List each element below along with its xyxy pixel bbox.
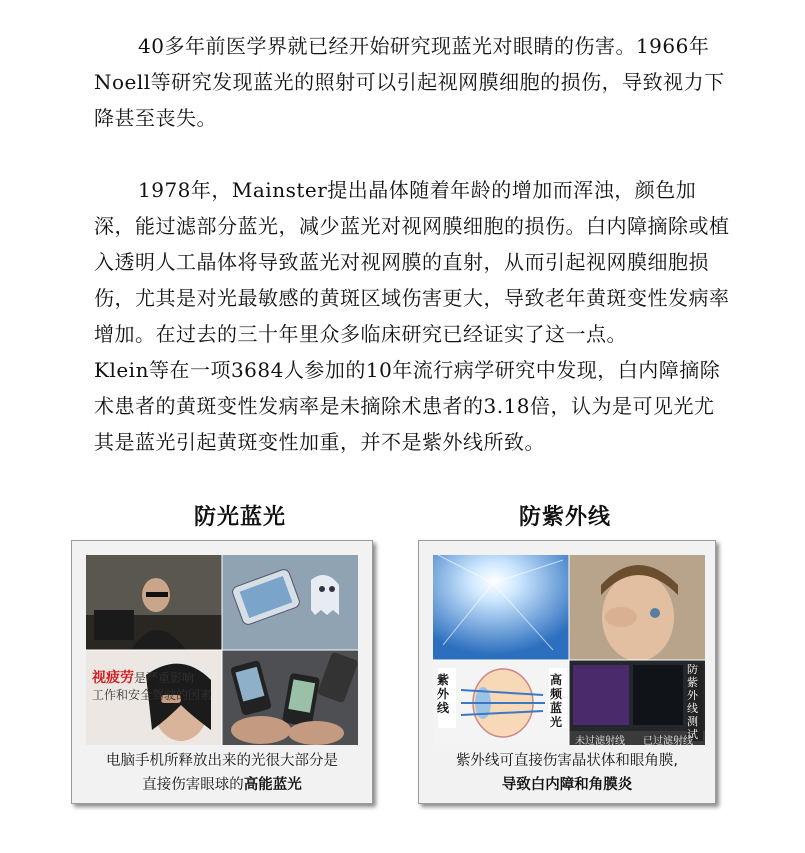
- heading-anti-uv: 防紫外线: [518, 505, 611, 530]
- caption-blue-light: [78, 749, 366, 797]
- eye-fatigue-label-rest: 是严重影响: [134, 671, 195, 685]
- unfiltered-label: 未过滤射线: [575, 736, 625, 745]
- caption-uv-line1: 紫外线可直接伤害晶状体和眼角膜,: [455, 753, 679, 769]
- eye-fatigue-label-main: 视疲劳: [92, 670, 134, 686]
- uv-diagram-label: 紫外线: [437, 673, 450, 715]
- uv-collage-image: [433, 555, 705, 745]
- uv-test-label: 防紫外线测试: [687, 663, 703, 741]
- card-uv: [418, 540, 716, 804]
- eye-fatigue-label-line2: 工作和安全驾驶的因素: [92, 688, 213, 702]
- uv-illustration: [433, 555, 705, 745]
- collage-illustration: [86, 555, 358, 745]
- paragraph-mainster: [94, 172, 734, 460]
- caption-blue-light-line1: 电脑手机所释放出来的光很大部分是: [106, 753, 338, 769]
- eye-fatigue-label: [92, 670, 212, 704]
- card-blue-light: [71, 540, 373, 804]
- caption-uv-line2: 导致白内障和角膜炎: [501, 777, 633, 793]
- blue-light-collage-image: [86, 555, 358, 745]
- filtered-label: 已过滤射线: [643, 736, 693, 745]
- caption-blue-light-bold: 高能蓝光: [243, 777, 302, 793]
- caption-uv: [425, 749, 709, 797]
- caption-blue-light-line2-pre: 直接伤害眼球的: [142, 777, 244, 793]
- paragraph-mainster-text: 1978年，Mainster提出晶体随着年龄的增加而浑浊，颜色加深，能过滤部分蓝光，减少蓝光对视网膜细胞的损伤。白内障摘除或植入透明人工晶体将导致蓝光对视网膜的直射，从而引起视网膜细胞损伤，尤其是对光最敏感的黄斑区域伤害更大，导致老年黄斑变性发病率增加。在过去的三十年里众多临床研究已经证实了这一点。: [94, 178, 730, 346]
- paragraph-noell: [94, 28, 734, 136]
- blue-light-diagram-label: 高频蓝光: [550, 673, 563, 729]
- heading-anti-blue-light: 防光蓝光: [193, 505, 286, 530]
- paragraph-klein-text: Klein等在一项3684人参加的10年流行病学研究中发现，白内障摘除术患者的黄斑变性发病率是未摘除术患者的3.18倍，认为是可见光尤其是蓝光引起黄斑变性加重，并不是紫外线所致。: [94, 358, 721, 454]
- paragraph-noell-text: 40多年前医学界就已经开始研究现蓝光对眼睛的伤害。1966年Noell等研究发现蓝光的照射可以引起视网膜细胞的损伤，导致视力下降甚至丧失。: [94, 34, 725, 130]
